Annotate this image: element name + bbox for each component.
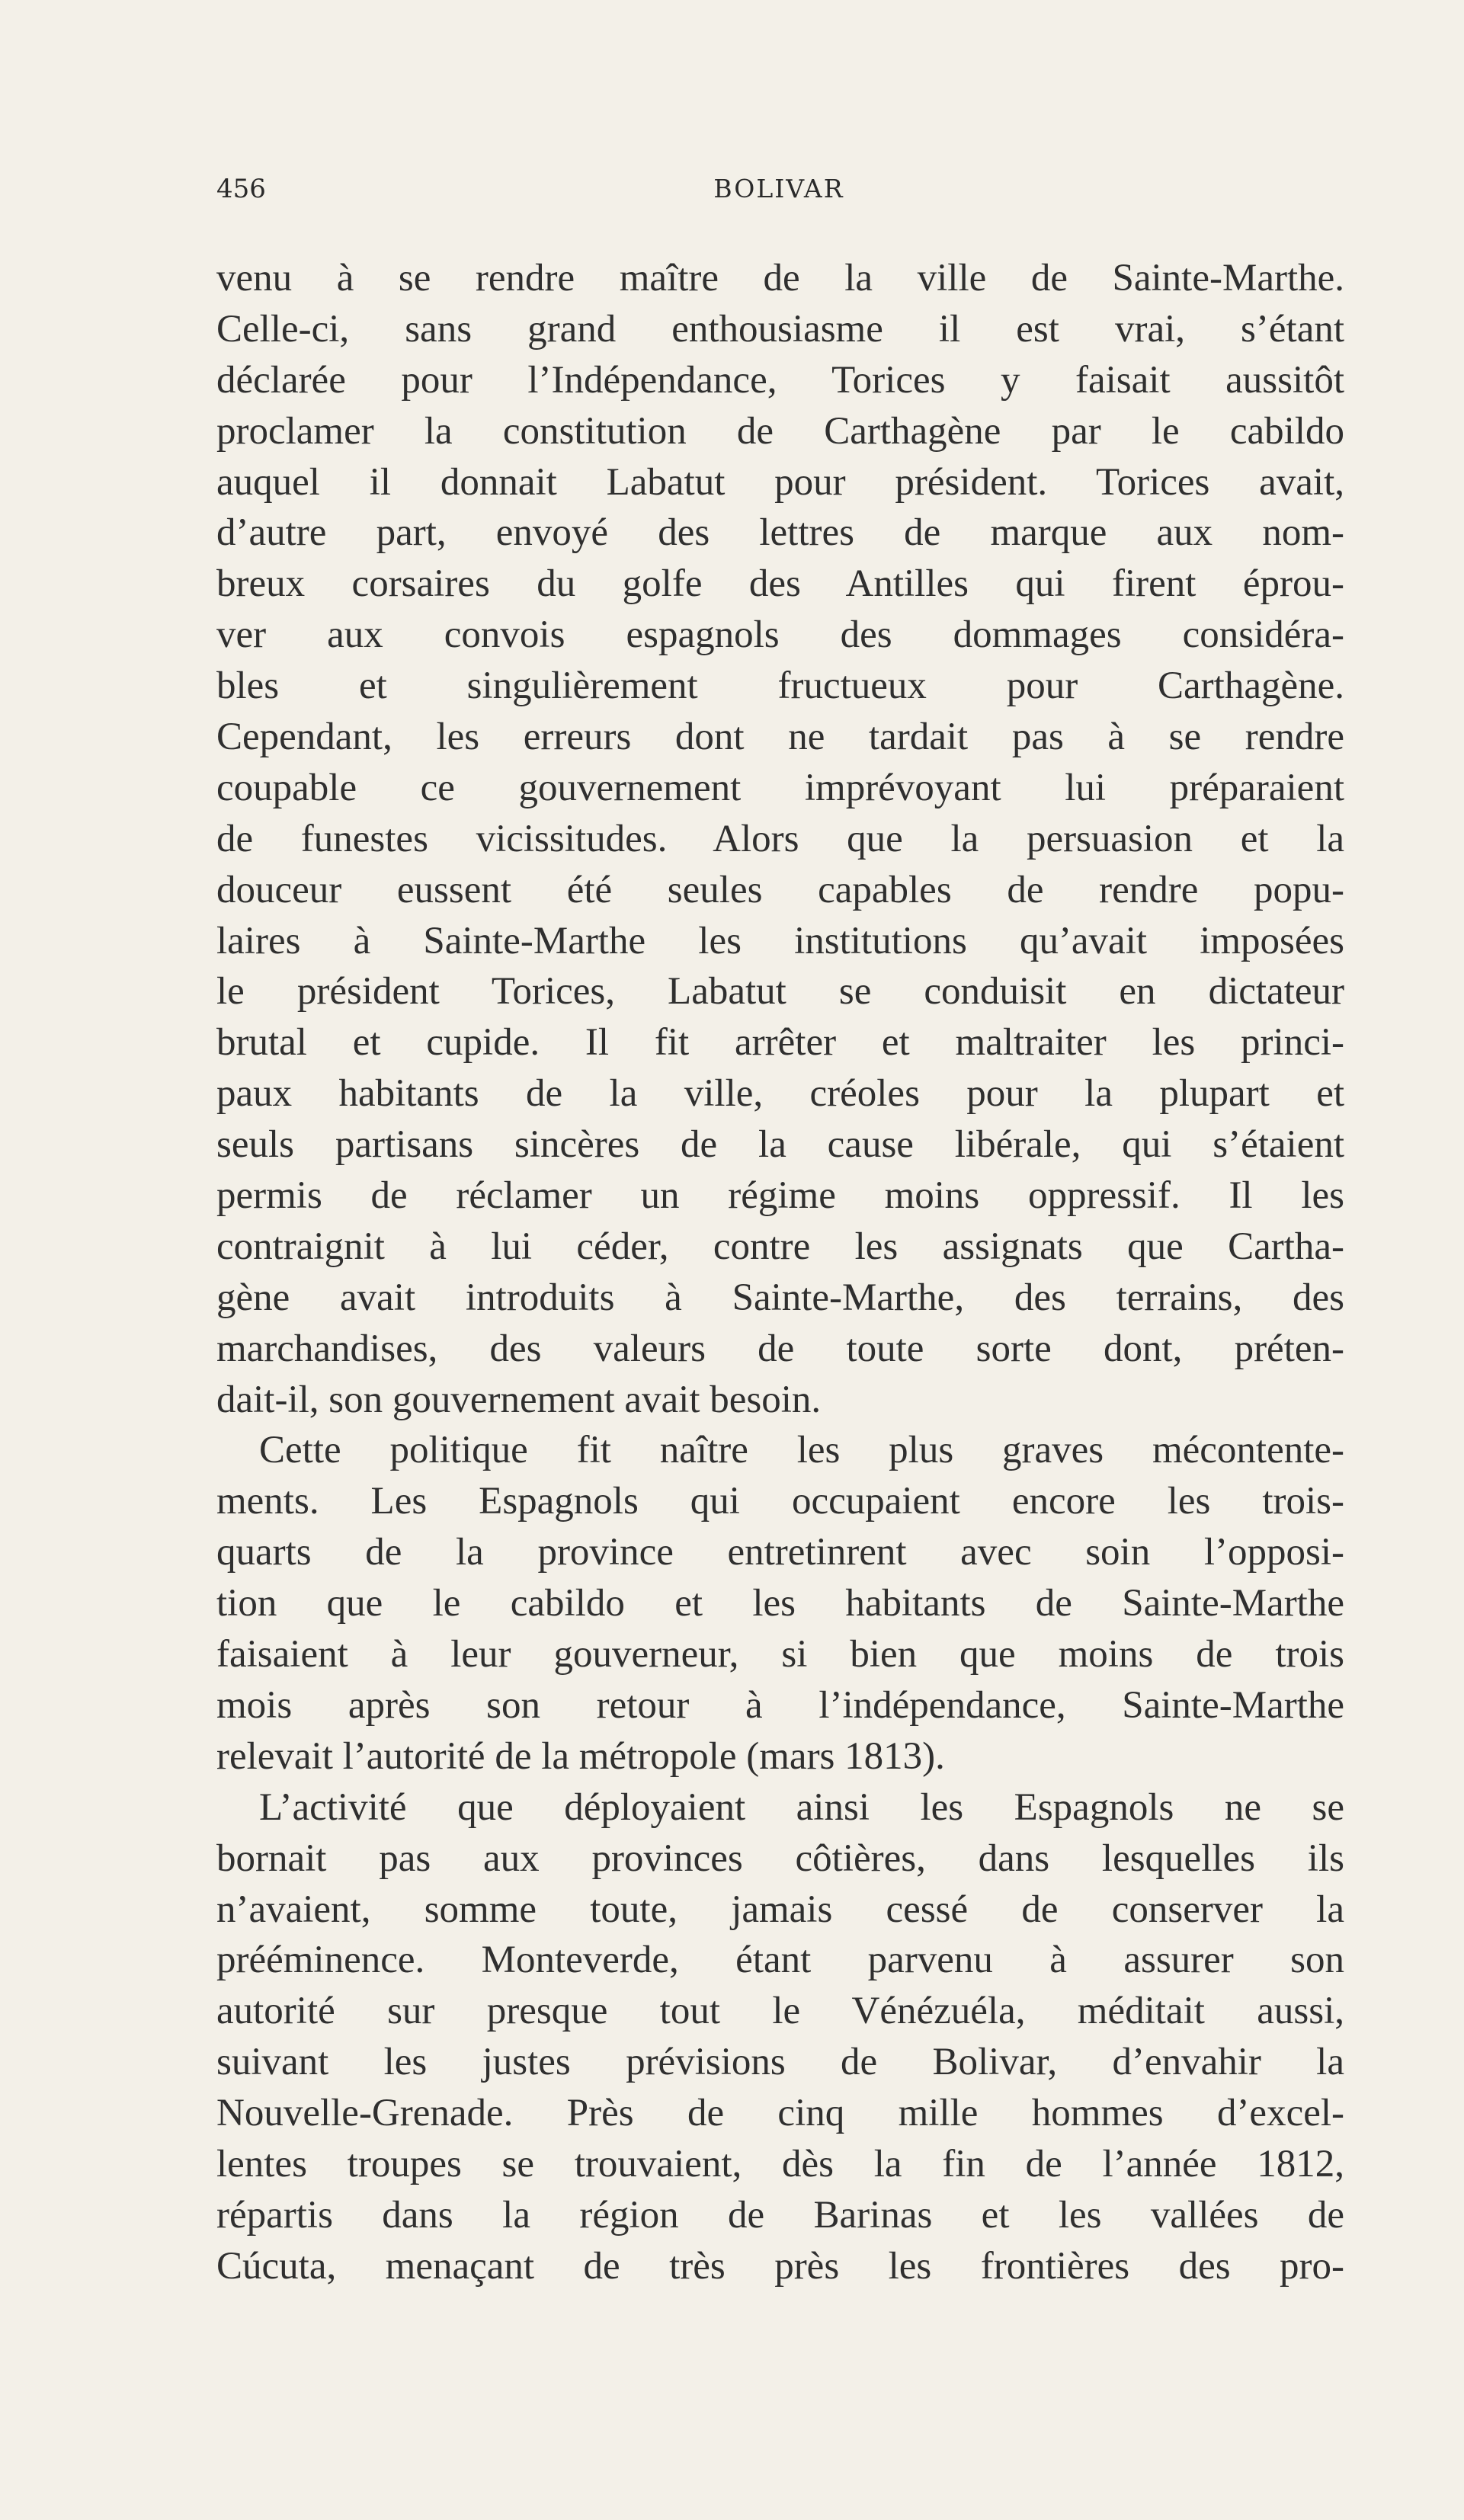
text-line: L’activité que déployaient ainsi les Espagnols ne se <box>259 1785 1344 1829</box>
text-line: n’avaient, somme toute, jamais cessé de conserver la <box>216 1888 1344 1931</box>
text-line: dait-il, son gouvernement avait besoin. <box>216 1378 822 1421</box>
body-text <box>216 253 1344 2292</box>
text-line: d’autre part, envoyé des lettres de marque aux nom- <box>216 511 1344 555</box>
text-line: autorité sur presque tout le Vénézuéla, méditait aussi, <box>216 1990 1344 2033</box>
text-line: lentes troupes se trouvaient, dès la fin de l’année 1812, <box>216 2142 1344 2185</box>
text-line: Cependant, les erreurs dont ne tardait pas à se rendre <box>216 716 1344 759</box>
page-number: 456 <box>216 174 266 204</box>
text-line: coupable ce gouvernement imprévoyant lui préparaient <box>216 766 1344 809</box>
text-line: venu à se rendre maître de la ville de Sainte-Marthe. <box>216 257 1344 299</box>
text-line: auquel il donnait Labatut pour président. Torices avait, <box>216 460 1344 504</box>
running-title: BOLIVAR <box>713 174 844 203</box>
text-line: permis de réclamer un régime moins oppressif. Il les <box>216 1174 1344 1218</box>
text-line: bornait pas aux provinces côtières, dans lesquelles ils <box>216 1836 1344 1880</box>
text-line: laires à Sainte-Marthe les institutions qu’avait imposées <box>216 919 1344 962</box>
text-line: quarts de la province entretinrent avec soin l’opposi- <box>216 1531 1344 1574</box>
text-line: brutal et cupide. Il fit arrêter et maltraiter les princi- <box>216 1021 1344 1065</box>
text-line: ver aux convois espagnols des dommages considéra- <box>216 613 1344 657</box>
text-line: paux habitants de la ville, créoles pour la plupart et <box>216 1072 1344 1116</box>
text-line: douceur eussent été seules capables de rendre popu- <box>216 868 1344 911</box>
text-line: Nouvelle-Grenade. Près de cinq mille hommes d’excel- <box>216 2092 1344 2135</box>
text-line: suivant les justes prévisions de Bolivar, d’envahir la <box>216 2041 1344 2084</box>
text-line: prééminence. Monteverde, étant parvenu à assurer son <box>216 1939 1344 1982</box>
text-line: tion que le cabildo et les habitants de Sainte-Marthe <box>216 1582 1344 1625</box>
text-line: de funestes vicissitudes. Alors que la persuasion et la <box>216 817 1344 860</box>
text-line: Celle-ci, sans grand enthousiasme il est vrai, s’étant <box>216 307 1344 351</box>
text-line: le président Torices, Labatut se conduisit en dictateur <box>216 970 1344 1013</box>
text-line: Cúcuta, menaçant de très près les frontières des pro- <box>216 2244 1344 2288</box>
text-line: répartis dans la région de Barinas et les vallées de <box>216 2193 1344 2237</box>
text-line: breux corsaires du golfe des Antilles qui firent éprou- <box>216 562 1344 606</box>
text-line: mois après son retour à l’indépendance, Sainte-Marthe <box>216 1683 1344 1727</box>
running-head <box>216 174 1341 207</box>
text-line: Cette politique fit naître les plus graves mécontente- <box>259 1429 1344 1472</box>
text-line: déclarée pour l’Indépendance, Torices y faisait aussitôt <box>216 358 1344 402</box>
text-line: gène avait introduits à Sainte-Marthe, des terrains, des <box>216 1276 1344 1319</box>
text-line: contraignit à lui céder, contre les assignats que Cartha- <box>216 1225 1344 1268</box>
text-line: seuls partisans sincères de la cause libérale, qui s’étaient <box>216 1123 1344 1167</box>
text-line: marchandises, des valeurs de toute sorte dont, préten- <box>216 1327 1344 1370</box>
text-line: proclamer la constitution de Carthagène par le cabildo <box>216 409 1344 453</box>
text-line: bles et singulièrement fructueux pour Carthagène. <box>216 664 1344 708</box>
text-line: ments. Les Espagnols qui occupaient encore les trois- <box>216 1480 1344 1523</box>
text-line: faisaient à leur gouverneur, si bien que moins de trois <box>216 1633 1344 1676</box>
text-line: relevait l’autorité de la métropole (mars 1813). <box>216 1734 945 1778</box>
